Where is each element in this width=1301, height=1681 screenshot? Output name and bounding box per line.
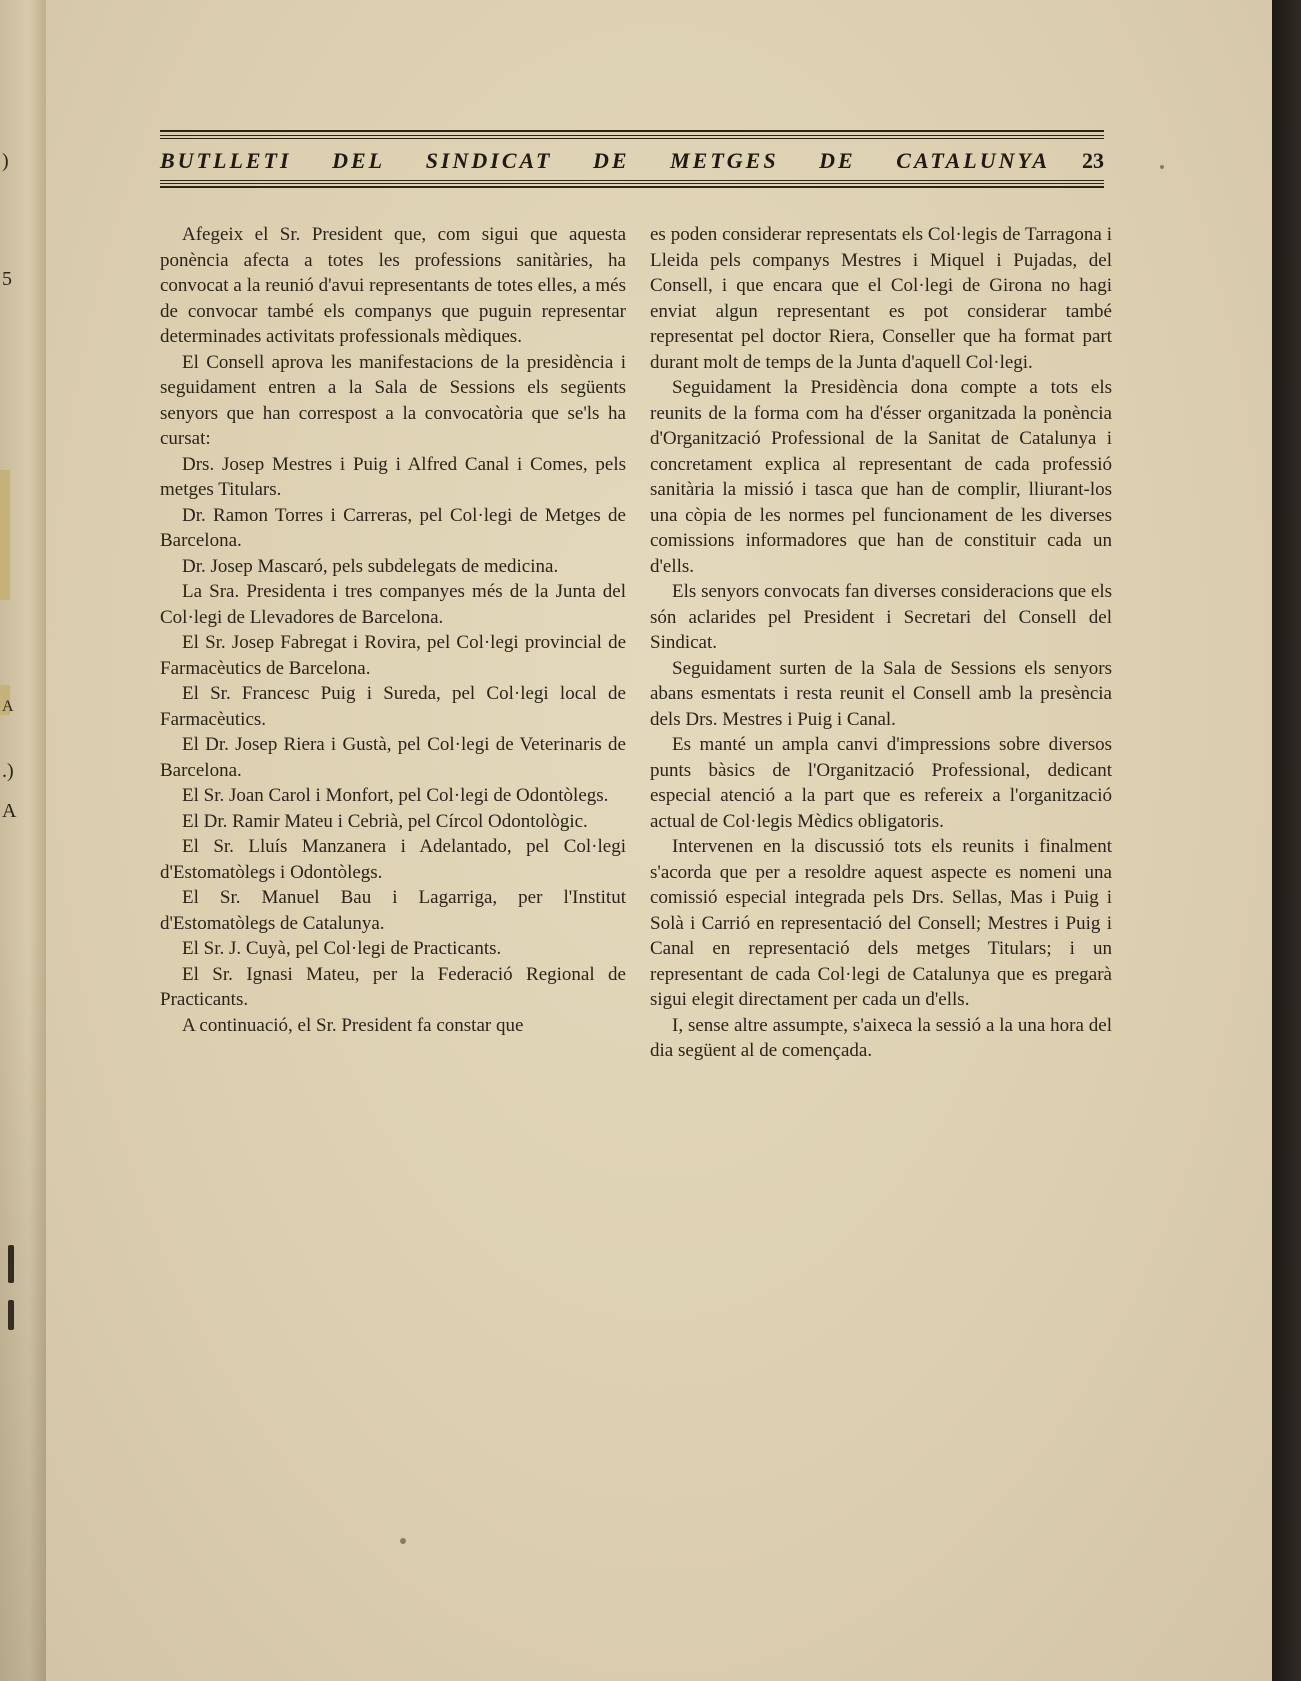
- title-word: BUTLLETI: [160, 148, 292, 173]
- attendee-entry: Dr. Ramon Torres i Carreras, pel Col·legi de Metges de Barcelona.: [160, 504, 626, 551]
- attendee-entry: El Sr. Josep Fabregat i Rovira, pel Col·legi provincial de Farmacèutics de Barcelona.: [160, 632, 626, 679]
- margin-mark: ): [2, 150, 9, 172]
- attendee-entry: El Sr. Francesc Puig i Sureda, pel Col·legi local de Farmacèutics.: [160, 683, 626, 730]
- paragraph: I, sense altre assumpte, s'aixeca la sessió a la una hora del dia següent al de començada.: [650, 1014, 1112, 1061]
- attendee-entry: El Dr. Ramir Mateu i Cebrià, pel Círcol Odontològic.: [182, 810, 588, 832]
- paragraph: Els senyors convocats fan diverses consideracions que els són aclarides pel President i Secretari del Consell del Sindicat.: [650, 581, 1112, 653]
- attendee-entry: La Sra. Presidenta i tres companyes més de la Junta del Col·legi de Llevadores de Barcelona.: [160, 581, 626, 628]
- attendee-entry: El Sr. Joan Carol i Monfort, pel Col·legi de Odontòlegs.: [182, 785, 609, 806]
- paragraph: Seguidament surten de la Sala de Sessions els senyors abans esmentats i resta reunit el Consell amb la presència dels Drs. Mestres i Puig i Canal.: [650, 657, 1112, 730]
- title-word: METGES: [670, 148, 779, 173]
- title-word: DE: [592, 148, 630, 173]
- header-rule: [160, 183, 1104, 184]
- paragraph: El Consell aprova les manifestacions de la presidència i seguidament entren a la Sala de Sessions els següents senyors que han correspost a la convocatòria que se'ls ha cursat:: [160, 351, 626, 449]
- paragraph: es poden considerar representats els Col·legis de Tarragona i Lleida pels companys Mestres i Miquel i Pujadas, del Consell, i que encara que el Col·legi de Girona no hagi enviat algun representant es pot considerar també representat pel doctor Riera, Conseller que ha format part durant molt de temps de la Junta d'aquell Col·legi.: [650, 224, 1112, 373]
- header-rule: [160, 186, 1104, 188]
- paragraph: A continuació, el Sr. President fa constar que: [182, 1014, 524, 1036]
- title-word: SINDICAT: [425, 148, 553, 173]
- adjacent-page-tint: [0, 470, 10, 600]
- attendee-entry: Dr. Josep Mascaró, pels subdelegats de medicina.: [182, 555, 559, 577]
- margin-mark: A: [2, 698, 14, 715]
- header-rule: [160, 130, 1104, 132]
- header-rule: [160, 138, 1104, 139]
- page-number: 23: [1082, 148, 1104, 173]
- attendee-entry: Drs. Josep Mestres i Puig i Alfred Canal i Comes, pels metges Titulars.: [160, 453, 626, 500]
- title-word: DE: [819, 148, 856, 173]
- paragraph: Seguidament la Presidència dona compte a tots els reunits de la forma com ha d'ésser organitzada la ponència d'Organització Professional de la Sanitat de Catalunya i concretament explica al representant de cada professió sanitària la missió i tasca que han de complir, lliurant-los una còpia de les normes pel funcionament de les diverses comissions informadores que han de constituir cada un d'ells.: [650, 377, 1112, 577]
- ink-speck: [400, 1538, 406, 1544]
- attendee-entry: El Sr. J. Cuyà, pel Col·legi de Practicants.: [182, 938, 502, 959]
- scan-border: [1272, 0, 1301, 1681]
- paragraph: Afegeix el Sr. President que, com sigui que aquesta ponència afecta a totes les professions sanitàries, ha convocat a la reunió d'avui representants de totes elles, a més de convocar també els companys que puguin representar determinades activitats professionals mèdiques.: [160, 224, 626, 347]
- left-column: [160, 222, 626, 1038]
- ink-speck: [1160, 165, 1164, 169]
- adjacent-page-shadow: [0, 935, 48, 1681]
- title-word: CATALUNYA: [896, 148, 1050, 173]
- margin-mark: .): [2, 760, 14, 782]
- attendee-entry: El Sr. Lluís Manzanera i Adelantado, pel Col·legi d'Estomatòlegs i Odontòlegs.: [160, 836, 626, 883]
- paragraph: Intervenen en la discussió tots els reunits i finalment s'acorda que per a resoldre aquest aspecte es nomeni una comissió especial integrada pels Drs. Sellas, Mas i Puig i Solà i Carrió en representació del Consell; Mestres i Puig i Canal en representació dels metges Titulars; i un representant de cada Col·legi de Catalunya que es pregarà sigui elegit directament per cada un d'ells.: [650, 836, 1112, 1010]
- attendee-entry: El Sr. Ignasi Mateu, per la Federació Regional de Practicants.: [160, 963, 626, 1010]
- margin-mark: 5: [2, 268, 12, 290]
- attendee-entry: El Sr. Manuel Bau i Lagarriga, per l'Institut d'Estomatòlegs de Catalunya.: [160, 887, 626, 934]
- attendee-entry: El Dr. Josep Riera i Gustà, pel Col·legi de Veterinaris de Barcelona.: [160, 734, 626, 781]
- right-column: [650, 222, 1112, 1064]
- header-rule: [160, 135, 1104, 136]
- journal-title: [160, 148, 1050, 174]
- header-rule: [160, 180, 1104, 181]
- margin-mark: A: [2, 800, 17, 822]
- paragraph: Es manté un ampla canvi d'impressions sobre diversos punts bàsics de l'Organització Professional, dedicant especial atenció a la part que es refereix a l'organització actual de Col·legis Mèdics obligatoris.: [650, 734, 1112, 832]
- running-header: [160, 130, 1104, 190]
- title-word: DEL: [332, 148, 386, 173]
